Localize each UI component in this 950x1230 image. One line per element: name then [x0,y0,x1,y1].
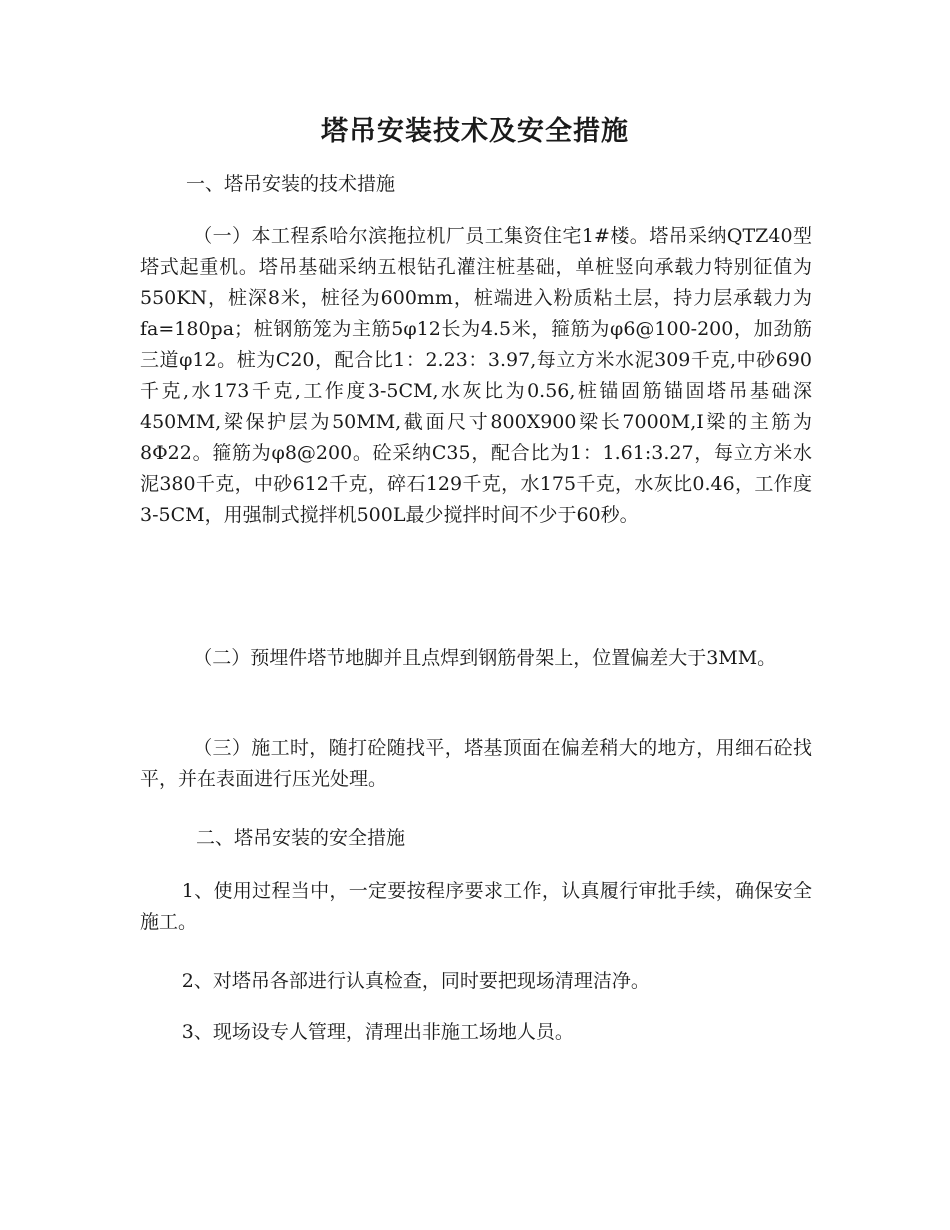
section1-paragraph-2: （二）预埋件塔节地脚并且点焊到钢筋骨架上，位置偏差大于3MM。 [193,647,777,669]
section2-item-2: 2、对塔吊各部进行认真检查，同时要把现场清理洁净。 [181,970,650,992]
section2-item-3: 3、现场设专人管理，清理出非施工场地人员。 [181,1021,574,1043]
section2-heading: 二、塔吊安装的安全措施 [196,827,406,849]
section1-paragraph-3: （三）施工时，随打砼随找平，塔基顶面在偏差稍大的地方，用细石砼找平，并在表面进行压光处理。 [140,737,812,790]
section1-paragraph-1: （一）本工程系哈尔滨拖拉机厂员工集资住宅1#楼。塔吊采纳QTZ40型塔式起重机。塔吊基础采纳五根钻孔灌注桩基础，单桩竖向承载力特别征值为550KN，桩深8米，桩径为600mm，桩端进入粉质粘土层，持力层承载力为fa=180pa；桩钢筋笼为主筋5φ12长为4.5米，箍筋为φ6@100-200，加劲筋三道φ12。桩为C20，配合比1：2.23：3.97,每立方米水泥309千克,中砂690千克,水173千克,工作度3-5CM,水灰比为0.56,桩锚固筋锚固塔吊基础深450MM,梁保护层为50MM,截面尺寸800X900梁长7000M,I梁的主筋为8Φ22。箍筋为φ8@200。砼采纳C35，配合比为1：1.61:3.27，每立方米水泥380千克，中砂612千克，碎石129千克，水175千克，水灰比0.46，工作度3-5CM，用强制式搅拌机500L最少搅拌时间不少于60秒。 [140,225,812,526]
document-title: 塔吊安装技术及安全措施 [321,116,629,147]
section1-heading: 一、塔吊安装的技术措施 [186,173,396,195]
section2-item-1: 1、使用过程当中，一定要按程序要求工作，认真履行审批手续，确保安全施工。 [140,880,812,933]
